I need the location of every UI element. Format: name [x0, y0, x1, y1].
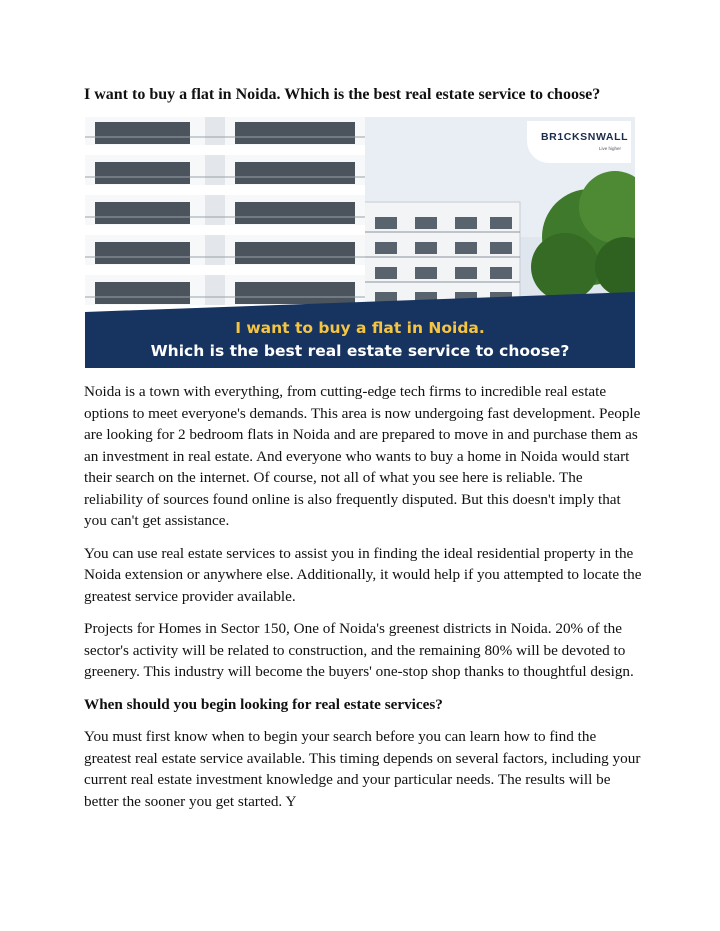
document-title: I want to buy a flat in Noida. Which is the best real estate service to choose? — [84, 86, 601, 103]
paragraph-1: Noida is a town with everything, from cutting-edge tech firms to incredible real estate options to meet everyone's demands. This area is now undergoing fast development. People are looking for 2 bedroom flats in Noida and are prepared to move in and purchase them as an investment in real estate. And everyone who wants to buy a home in Noida would start their search on the internet. Of course, not all of what you see here is reliable. The reliability of sources found online is also frequently disputed. But this doesn't imply that you can't get assistance. — [84, 383, 641, 529]
logo-text: BR1CKSNWALL — [541, 131, 629, 143]
banner-image — [85, 117, 635, 368]
banner-caption-line-1: I want to buy a flat in Noida. — [235, 319, 485, 337]
brand-logo — [527, 121, 631, 163]
section-heading: When should you begin looking for real estate services? — [84, 695, 443, 713]
paragraph-2: You can use real estate services to assist you in finding the ideal residential property in the Noida extension or anywhere else. Additionally, it would help if you attempted to locate the greatest service provider available. — [84, 544, 642, 605]
section-paragraph: You must first know when to begin your search before you can learn how to find the greatest real estate service available. This timing depends on several factors, including your current real estate investment knowledge and your particular needs. The results will be better the sooner you get started. Y — [84, 728, 641, 810]
banner-caption — [85, 312, 635, 368]
article-body — [84, 381, 644, 823]
logo-tagline: Live higher — [598, 146, 621, 151]
banner-caption-line-2: Which is the best real estate service to choose? — [150, 342, 570, 360]
paragraph-3: Projects for Homes in Sector 150, One of Noida's greenest districts in Noida. 20% of the sector's activity will be related to construction, and the remaining 80% will be devoted to greenery. This industry will become the buyers' one-stop shop thanks to thoughtful design. — [84, 620, 634, 680]
